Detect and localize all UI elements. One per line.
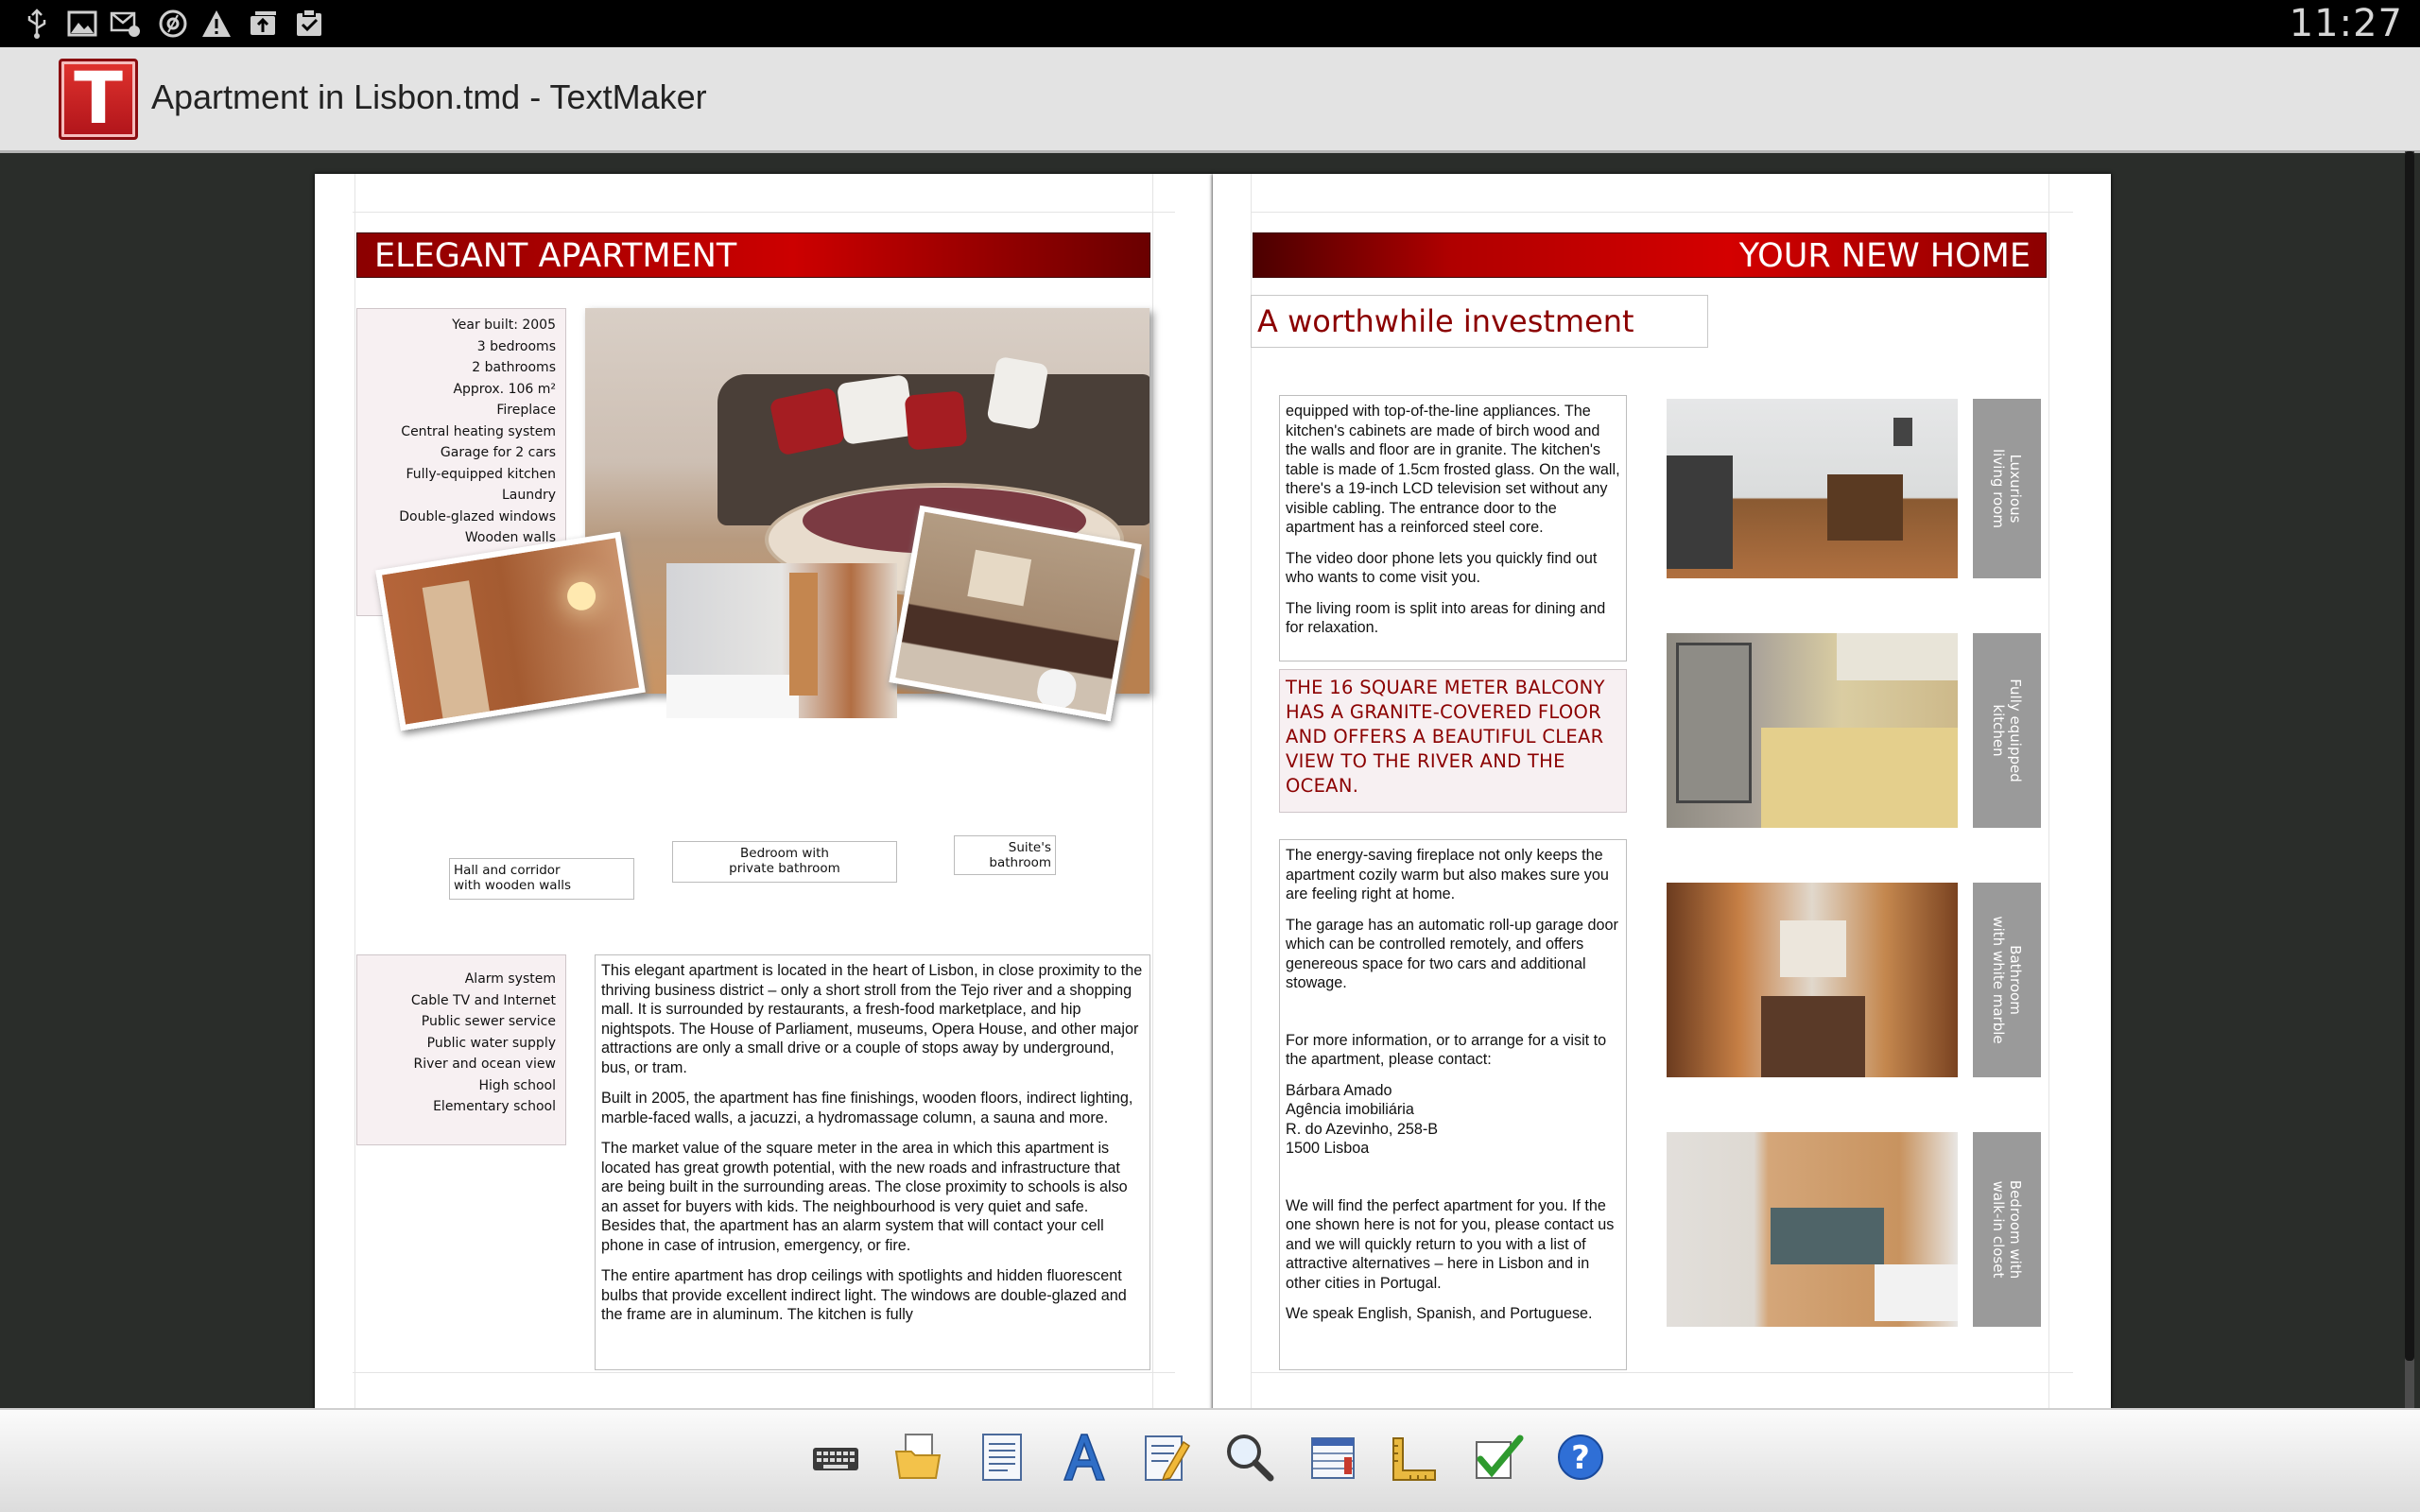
side-label-line2: kitchen [1990,704,2007,757]
amenities-list[interactable] [356,954,566,1145]
caption-suite-line2: bathroom [989,855,1051,870]
clipboard-check-icon [293,8,325,40]
checkmark-icon[interactable] [1471,1429,1524,1486]
contact-line: Agência imobiliária [1286,1101,1414,1118]
search-icon[interactable] [1223,1429,1276,1486]
contact-line: R. do Azevinho, 258-B [1286,1120,1439,1138]
side-label-line2: living room [1990,449,2007,528]
amenity-item: Public sewer service [421,1014,556,1029]
body-paragraph: We speak English, Spanish, and Portuguese. [1286,1305,1593,1322]
edit-document-icon[interactable] [1140,1429,1193,1486]
page-right[interactable] [1213,174,2111,1408]
body-paragraph: The living room is split into areas for dining and for relaxation. [1286,599,1606,636]
photo-kitchen[interactable] [1667,633,1958,828]
photo-living-room-2[interactable] [1667,399,1958,578]
help-icon[interactable] [1554,1429,1607,1486]
side-label-line1: Luxurious [2007,454,2024,524]
banner-elegant-apartment[interactable]: ELEGANT APARTMENT [356,232,1150,278]
cloud-upload-icon [248,8,280,40]
amenity-item: Elementary school [433,1099,556,1114]
side-label-line1: Fully equipped [2007,679,2024,782]
feature-item: Fireplace [496,403,556,418]
caption-suite [954,835,1056,875]
feature-item: Wooden walls [464,530,556,545]
body-text-frame-left[interactable] [595,954,1150,1370]
image-icon [66,8,98,40]
window-title: Apartment in Lisbon.tmd - TextMaker [151,77,707,116]
feature-item: Fully-equipped kitchen [406,466,556,482]
amenity-item: River and ocean view [413,1057,556,1072]
feature-item: Central heating system [401,423,556,439]
caption-bedroom-line1: Bedroom with [740,846,829,861]
banner-your-new-home[interactable]: YOUR NEW HOME [1253,232,2047,278]
body-paragraph: The video door phone lets you quickly find out who wants to come visit you. [1286,549,1598,586]
bottom-toolbar [0,1408,2420,1512]
side-label-kitchen [1973,633,2041,828]
clock: 11:27 [2289,2,2403,45]
side-label-line1: Bathroom [2007,945,2024,1015]
at-sign-icon [157,8,189,40]
feature-item: Double-glazed windows [399,508,556,524]
status-bar [0,0,2420,47]
vertical-scrollbar[interactable] [2405,151,2414,1408]
text-frame-bottom[interactable] [1279,839,1627,1370]
mail-settings-icon [110,8,142,40]
caption-suite-line1: Suite's [1008,840,1051,855]
side-label-line2: walk-in closet [1990,1180,2007,1279]
caption-hall [449,858,634,900]
feature-item: Year built: 2005 [452,318,556,333]
table-icon[interactable] [1306,1429,1359,1486]
body-paragraph: For more information, or to arrange for a visit to the apartment, please contact: [1286,1031,1607,1068]
document-workspace[interactable] [0,153,2420,1408]
side-label-line2: with white marble [1990,916,2007,1044]
margin-guide-bottom [1251,1372,2073,1373]
margin-guide-left [354,174,355,1408]
title-bar [0,47,2420,153]
margin-guide-top [353,212,1175,213]
feature-item: Approx. 106 m² [453,381,556,397]
svg-text:?: ? [1571,1439,1590,1477]
side-label-line1: Bedroom with [2007,1179,2024,1280]
page-left[interactable] [315,174,1213,1408]
side-label-bedroom-closet [1973,1132,2041,1327]
scroll-thumb[interactable] [2405,151,2414,1361]
body-paragraph: We will find the perfect apartment for you. If the one shown here is not for you, please contact us and we will quickly return to you with a list of attractive alternatives – here in Lisbon and in other cities in Portugal. [1286,1196,1615,1292]
pull-quote-balcony[interactable]: THE 16 SQUARE METER BALCONY HAS A GRANITE-COVERED FLOOR AND OFFERS A BEAUTIFUL CLEAR VIEW TO THE RIVER AND THE OCEAN. [1279,669,1627,813]
app-logo-letter: T [74,56,123,140]
photo-bedroom[interactable] [666,563,897,718]
margin-guide-right [2048,174,2049,1408]
text-frame-top[interactable] [1279,395,1627,662]
body-paragraph: The market value of the square meter in the area in which this apartment is located has great growth potential, with the new roads and infrastructure that are being built in the surrounding areas. The close proximity to schools is also an asset for buyers with kids. The neighbourhood is very quiet and safe. Besides that, the apartment has an alarm system that will contact your cell phone in case of intrusion, emergency, or fire. [601,1140,1128,1254]
body-paragraph: equipped with top-of-the-line appliances. The kitchen's cabinets are made of birch wood and the walls and floor are in granite. The kitchen's table is made of 1.5cm frosted glass. On the wall, there's a 19-inch LCD television set without any visible cabling. The entrance door to the apartment has a reinforced steel core. [1286,403,1620,536]
body-paragraph: The energy-saving fireplace not only keeps the apartment cozily warm but also makes sure you are feeling right at home. [1286,847,1609,902]
body-paragraph: The entire apartment has drop ceilings with spotlights and hidden fluorescent bulbs that provide excellent indirect light. The windows are double-glazed and the frame are in aluminum. The kitchen is fully [601,1267,1127,1323]
heading-worthwhile-investment[interactable]: A worthwhile investment [1251,295,1708,348]
document-icon[interactable] [976,1429,1028,1486]
ruler-icon[interactable] [1388,1429,1441,1486]
feature-item: Garage for 2 cars [440,445,556,460]
caption-hall-line2: with wooden walls [454,878,572,893]
margin-guide-bottom [353,1372,1175,1373]
feature-item: 3 bedrooms [476,338,556,354]
usb-icon [21,8,53,40]
caption-bedroom-line2: private bathroom [729,861,840,876]
keyboard-icon[interactable] [809,1429,862,1486]
body-paragraph: The garage has an automatic roll-up garage door which can be controlled remotely, and offers genereous space for two cars and additional stowage. [1286,916,1618,991]
feature-item: Laundry [501,488,556,503]
caption-bedroom [672,841,897,883]
contact-line: Bárbara Amado [1286,1081,1392,1099]
warning-icon [200,8,233,40]
amenity-item: Alarm system [464,971,556,987]
photo-bathroom-marble[interactable] [1667,883,1958,1077]
amenity-item: Public water supply [426,1035,556,1051]
amenity-item: High school [478,1077,556,1093]
contact-line: 1500 Lisboa [1286,1140,1370,1157]
margin-guide-right [1152,174,1153,1408]
body-paragraph: Built in 2005, the apartment has fine finishings, wooden floors, indirect lighting, marble-faced walls, a jacuzzi, a hydromassage column, a sauna and more. [601,1090,1133,1126]
margin-guide-left [1251,174,1252,1408]
feature-item: 2 bathrooms [472,360,556,375]
photo-suite-bathroom[interactable] [889,506,1141,721]
margin-guide-top [1251,212,2073,213]
side-label-living-room [1973,399,2041,578]
body-paragraph: This elegant apartment is located in the heart of Lisbon, in close proximity to the thriving business district – only a short stroll from the Tejo river and a shopping mall. It is surrounded by restaurants, a fresh-food marketplace, and hip nightspots. The House of Parliament, museums, Opera House, and other major attractions are only a small drive or a couple of stops away by underground, bus, or tram. [601,962,1143,1076]
side-label-bathroom [1973,883,2041,1077]
caption-hall-line1: Hall and corridor [454,863,561,878]
app-logo[interactable] [59,56,138,140]
character-format-icon[interactable] [1057,1429,1110,1486]
amenity-item: Cable TV and Internet [410,992,556,1008]
photo-bedroom-closet[interactable] [1667,1132,1958,1327]
open-folder-icon[interactable] [892,1429,945,1486]
